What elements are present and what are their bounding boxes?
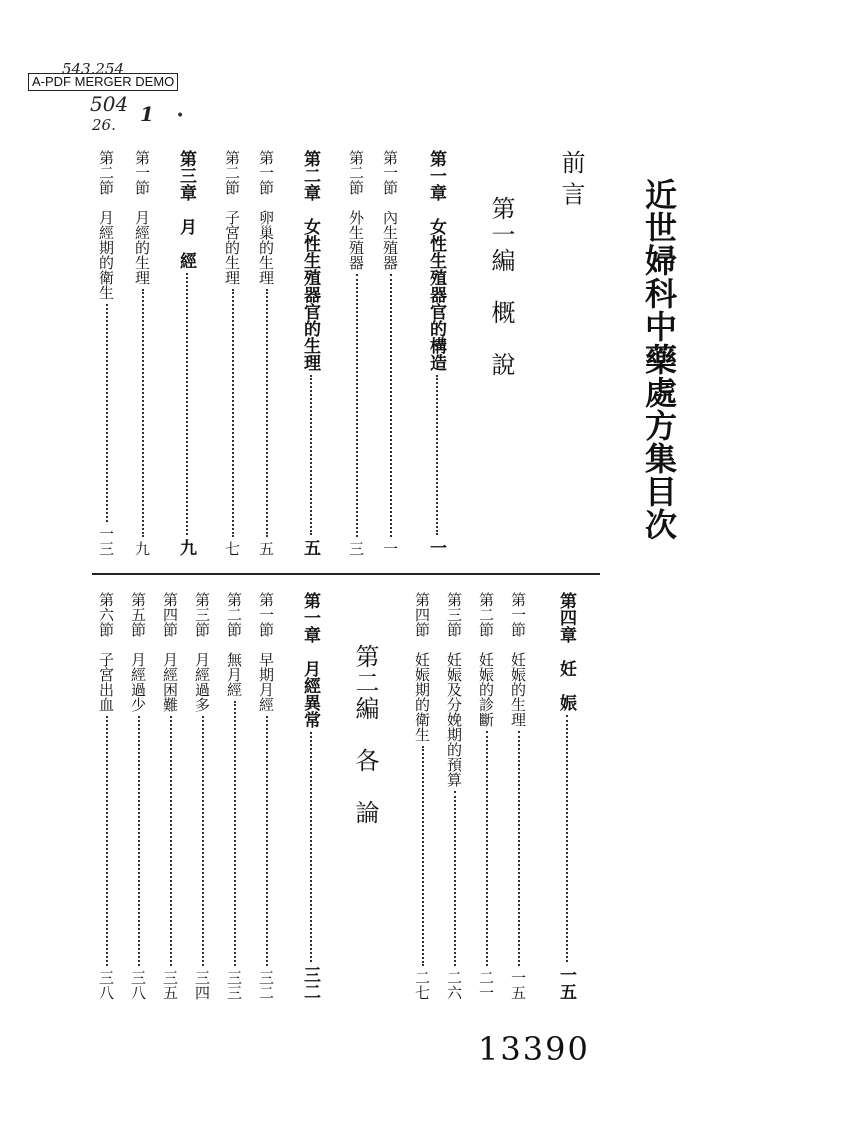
toc-entry-label: 第三節 月經過多 bbox=[193, 592, 211, 712]
page-title: 近世婦科中藥處方集目次 bbox=[640, 178, 678, 541]
toc-entry-label: 第二節 外生殖器 bbox=[347, 150, 365, 270]
toc-entry-page: 一五 bbox=[556, 966, 576, 1000]
leader-dots bbox=[234, 701, 236, 966]
leader-dots bbox=[356, 274, 358, 537]
leader-dots bbox=[170, 716, 172, 966]
handwritten-note-3: 26. bbox=[92, 116, 116, 134]
watermark-stamp: A-PDF MERGER DEMO bbox=[28, 73, 178, 91]
toc-entry-page: 一 bbox=[426, 539, 446, 556]
toc-entry bbox=[174, 150, 199, 556]
toc-entry bbox=[132, 150, 153, 556]
leader-dots bbox=[310, 375, 312, 535]
toc-entry-page: 二一 bbox=[477, 970, 495, 1000]
leader-dots bbox=[518, 731, 520, 966]
toc-entry bbox=[412, 592, 433, 1000]
part2-heading bbox=[348, 644, 383, 826]
handwritten-note-1: 543.254 bbox=[62, 60, 125, 78]
toc-entry bbox=[160, 592, 181, 1000]
toc-entry bbox=[256, 150, 277, 556]
toc-entry-page: 三二 bbox=[257, 970, 275, 1000]
page-marker: 1 bbox=[140, 102, 154, 126]
preface-heading bbox=[554, 150, 589, 206]
toc-entry bbox=[298, 150, 323, 556]
toc-entry bbox=[224, 592, 245, 1000]
handwritten-note-2: 504 bbox=[90, 92, 129, 116]
leader-dots bbox=[566, 715, 568, 962]
toc-entry-label: 第一章 月經異常 bbox=[300, 592, 320, 728]
toc-entry-page: 三八 bbox=[97, 970, 115, 1000]
leader-dots bbox=[454, 791, 456, 966]
leader-dots bbox=[232, 289, 234, 537]
toc-entry-page: 一 bbox=[381, 541, 399, 556]
toc-entry bbox=[424, 150, 449, 556]
toc-entry-page: 二七 bbox=[413, 970, 431, 1000]
toc-entry bbox=[554, 592, 579, 1000]
toc-entry bbox=[476, 592, 497, 1000]
leader-dots bbox=[436, 375, 438, 535]
leader-dots bbox=[138, 716, 140, 966]
section-divider bbox=[92, 573, 600, 575]
toc-entry-label: 第二節 子宮的生理 bbox=[223, 150, 241, 285]
leader-dots bbox=[186, 273, 188, 535]
toc-entry-label: 第一章 女性生殖器官的構造 bbox=[426, 150, 446, 371]
toc-entry-label: 第二節 無月經 bbox=[225, 592, 243, 697]
toc-entry bbox=[346, 150, 367, 556]
toc-entry-label: 第二節 月經期的衛生 bbox=[97, 150, 115, 300]
toc-entry-page: 一三 bbox=[97, 526, 115, 556]
leader-dots bbox=[486, 731, 488, 966]
toc-entry bbox=[128, 592, 149, 1000]
toc-entry-label: 第一節 早期月經 bbox=[257, 592, 275, 712]
toc-entry bbox=[192, 592, 213, 1000]
leader-dots bbox=[142, 289, 144, 537]
toc-entry-label: 第三節 妊娠及分娩期的預算 bbox=[445, 592, 463, 787]
toc-entry-page: 三八 bbox=[129, 970, 147, 1000]
toc-entry-label: 第一節 卵巢的生理 bbox=[257, 150, 275, 285]
leader-dots bbox=[106, 304, 108, 522]
part1-label: 第一編 概 說 bbox=[487, 196, 515, 378]
leader-dots bbox=[266, 716, 268, 966]
leader-dots bbox=[266, 289, 268, 537]
toc-entry-label: 第六節 子宮出血 bbox=[97, 592, 115, 712]
toc-entry-page: 三五 bbox=[161, 970, 179, 1000]
toc-entry-label: 第一節 妊娠的生理 bbox=[509, 592, 527, 727]
toc-entry-page: 九 bbox=[176, 539, 196, 556]
toc-entry bbox=[380, 150, 401, 556]
toc-entry-label: 第五節 月經過少 bbox=[129, 592, 147, 712]
toc-entry-label: 第二章 女性生殖器官的生理 bbox=[300, 150, 320, 371]
page-number: 13390 bbox=[478, 1030, 590, 1068]
toc-entry-page: 五 bbox=[257, 541, 275, 556]
toc-entry-page: 三四 bbox=[193, 970, 211, 1000]
toc-entry-page: 三二 bbox=[300, 966, 320, 1000]
leader-dots bbox=[106, 716, 108, 966]
toc-entry-label: 第二節 妊娠的診斷 bbox=[477, 592, 495, 727]
leader-dots bbox=[202, 716, 204, 966]
leader-dots bbox=[390, 274, 392, 537]
toc-entry-label: 第四節 月經困難 bbox=[161, 592, 179, 712]
toc-entry-label: 第四節 妊娠期的衛生 bbox=[413, 592, 431, 742]
speck: • bbox=[176, 108, 185, 124]
toc-entry bbox=[222, 150, 243, 556]
toc-entry bbox=[96, 592, 117, 1000]
toc-entry-label: 第四章 妊 娠 bbox=[556, 592, 576, 711]
toc-entry-page: 二六 bbox=[445, 970, 463, 1000]
toc-entry bbox=[508, 592, 529, 1000]
toc-entry bbox=[256, 592, 277, 1000]
leader-dots bbox=[422, 746, 424, 966]
toc-entry-page: 一五 bbox=[509, 970, 527, 1000]
part2-label: 第二編 各 論 bbox=[351, 644, 379, 826]
toc-entry-page: 三 bbox=[347, 541, 365, 556]
toc-entry-label: 第一節 月經的生理 bbox=[133, 150, 151, 285]
toc-entry-label: 第一節 內生殖器 bbox=[381, 150, 399, 270]
toc-entry bbox=[444, 592, 465, 1000]
toc-entry-page: 七 bbox=[223, 541, 241, 556]
toc-entry-label: 第三章 月 經 bbox=[176, 150, 196, 269]
leader-dots bbox=[310, 732, 312, 962]
toc-entry-page: 九 bbox=[133, 541, 151, 556]
preface-label: 前 言 bbox=[557, 150, 585, 206]
toc-entry bbox=[298, 592, 323, 1000]
toc-entry bbox=[96, 150, 117, 556]
part1-heading bbox=[484, 196, 519, 378]
toc-entry-page: 三三 bbox=[225, 970, 243, 1000]
toc-entry-page: 五 bbox=[300, 539, 320, 556]
